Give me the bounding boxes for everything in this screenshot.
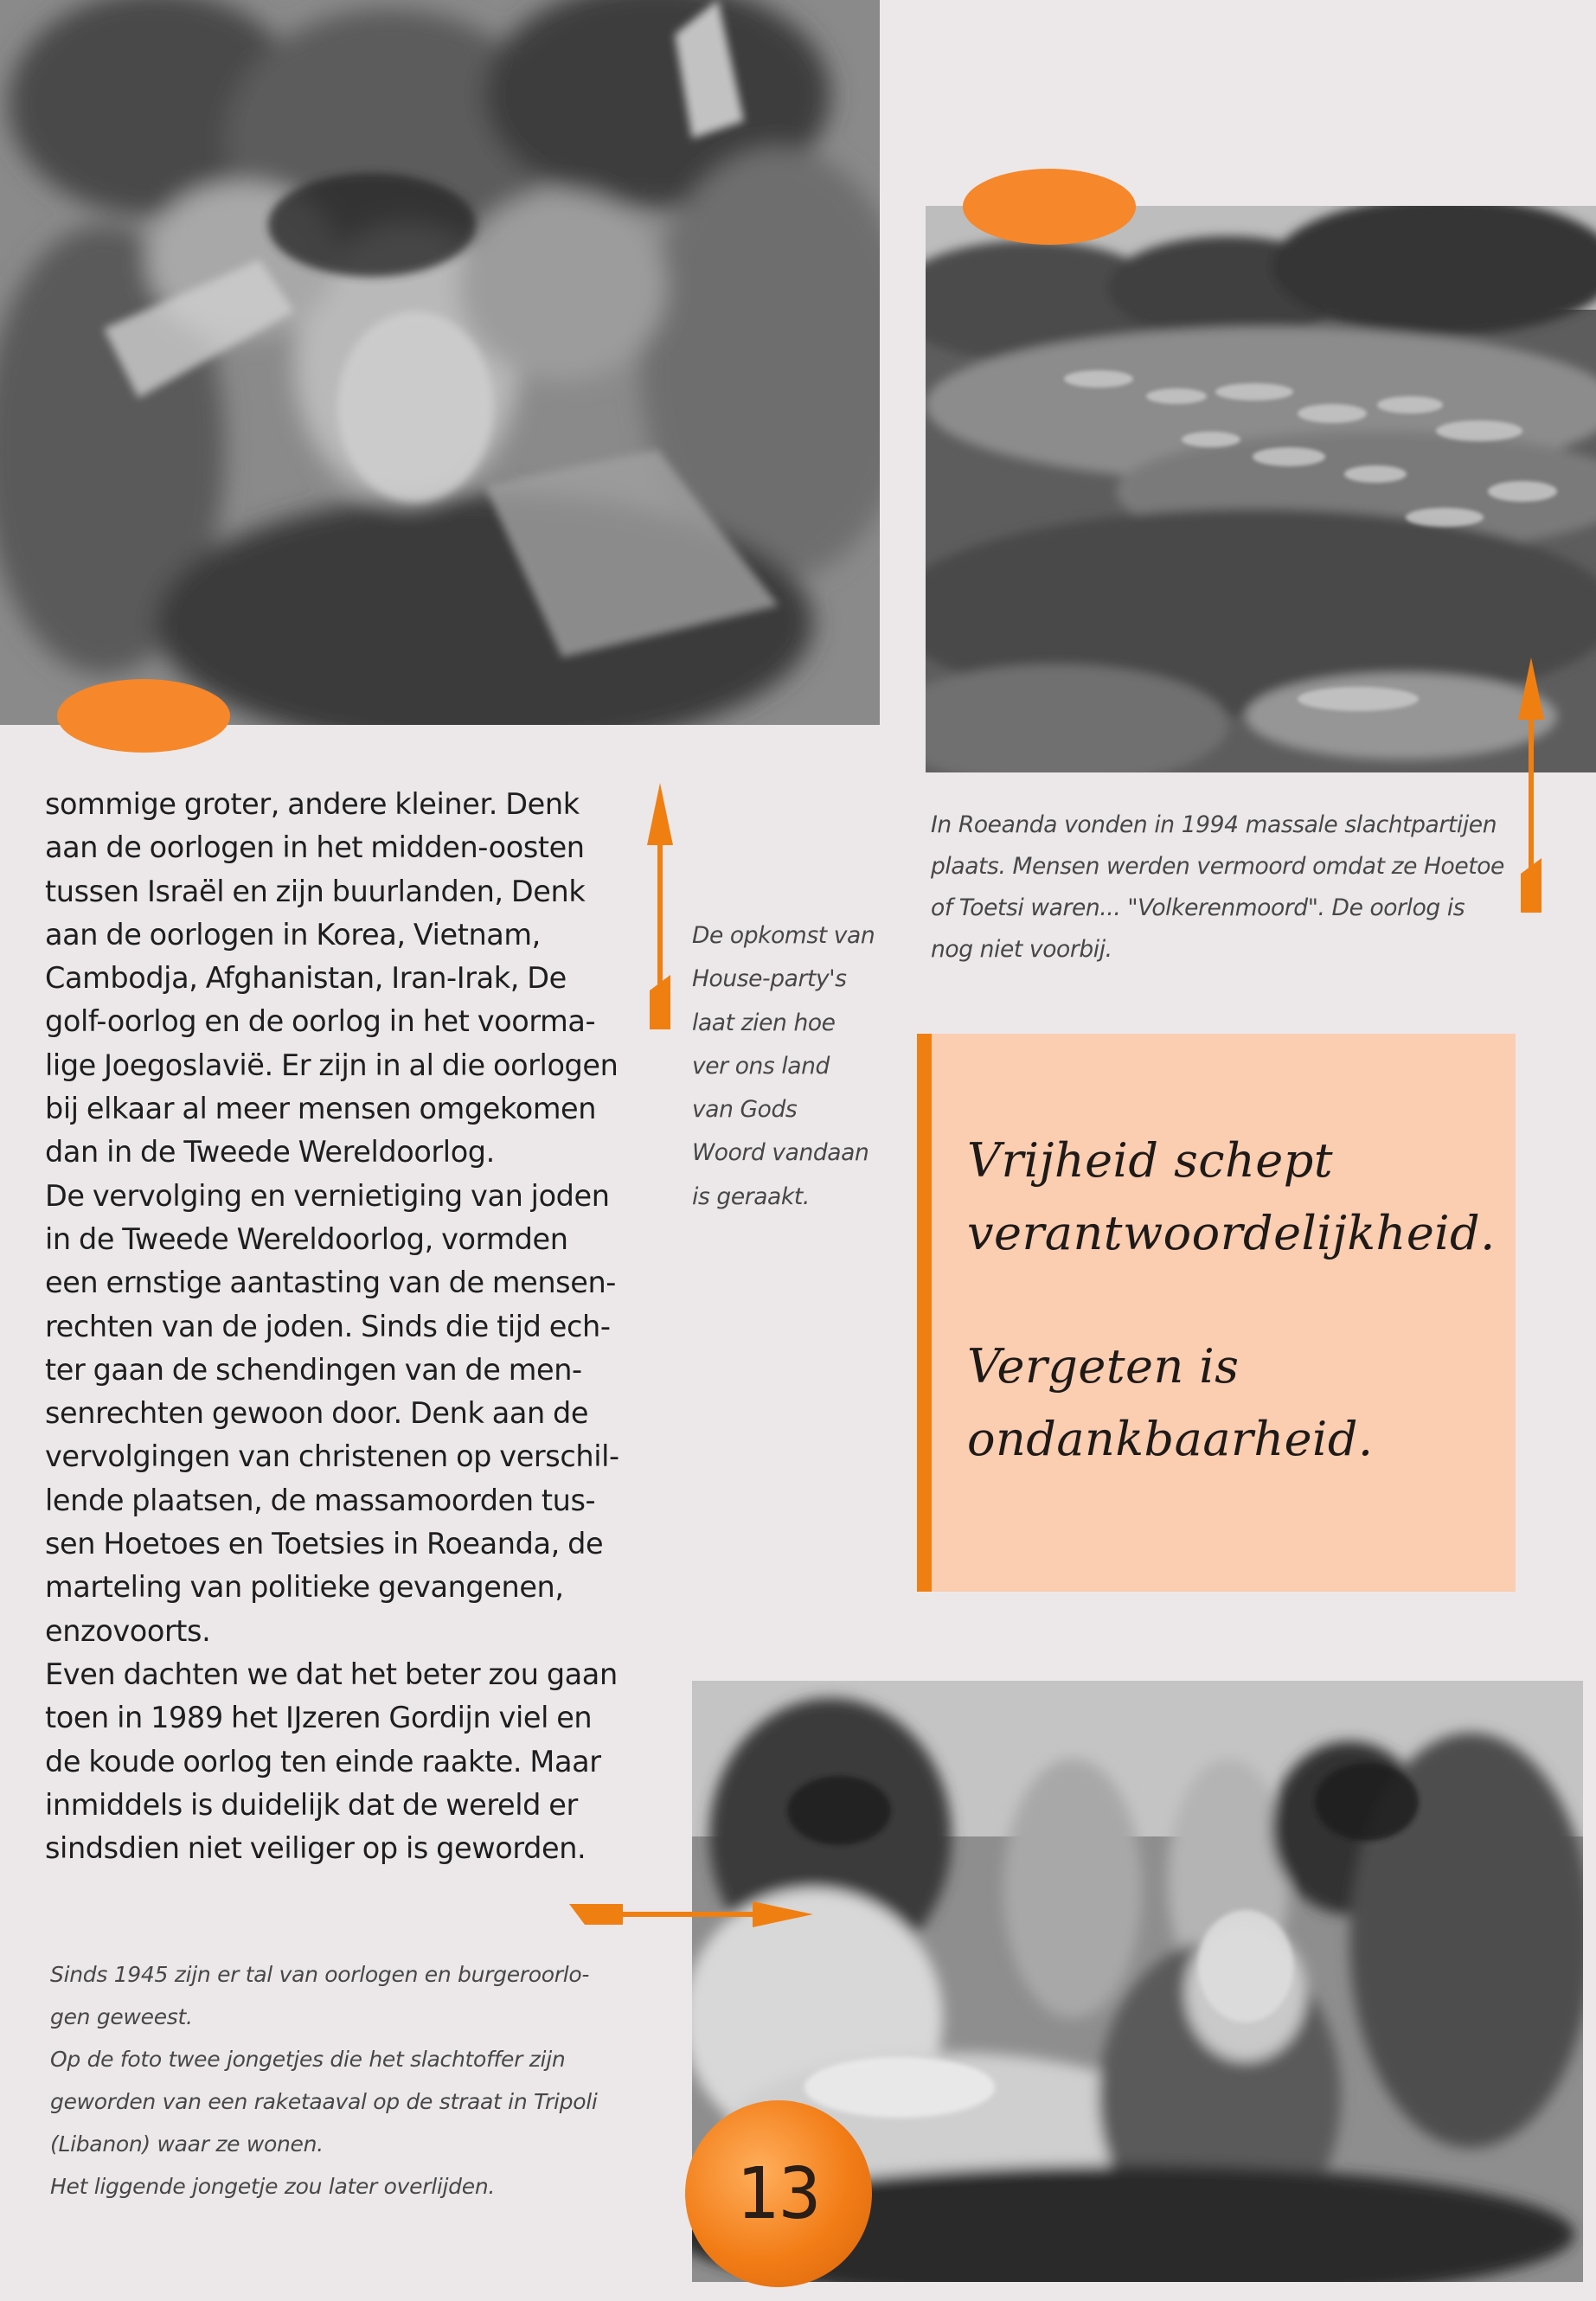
body-text (45, 783, 651, 1870)
page-number: 13 (685, 2100, 872, 2287)
quote-box (917, 1034, 1516, 1592)
body-line: Even dachten we dat het beter zou gaan (45, 1657, 618, 1691)
caption-line: Woord vandaan (692, 1139, 869, 1167)
caption-line: Het liggende jongetje zou later overlijden. (50, 2174, 496, 2199)
body-line: senrechten gewoon door. Denk aan de (45, 1396, 589, 1431)
caption-line: Op de foto twee jongetjes die het slachtoffer zijn (50, 2047, 566, 2072)
house-party-caption (692, 914, 875, 1219)
body-line: sen Hoetoes en Toetsies in Roeanda, de (45, 1527, 604, 1561)
body-line: aan de oorlogen in Korea, Vietnam, (45, 917, 541, 952)
caption-line: of Toetsi waren... "Volkerenmoord". De oorlog is (931, 894, 1465, 921)
caption-line: House-party's (692, 965, 847, 993)
body-line: in de Tweede Wereldoorlog, vormden (45, 1221, 568, 1256)
body-line: toen in 1989 het IJzeren Gordijn viel en (45, 1701, 593, 1735)
caption-line: plaats. Mensen werden vermoord omdat ze Hoetoe (931, 853, 1504, 880)
caption-line: ver ons land (692, 1052, 830, 1080)
tripoli-caption (50, 1953, 598, 2208)
body-line: Cambodja, Afghanistan, Iran-Irak, De (45, 961, 567, 996)
caption-line: De opkomst van (692, 922, 875, 949)
quote-line: verantwoordelijkheid. (967, 1206, 1496, 1260)
quote-line: Vrijheid schept (967, 1133, 1334, 1188)
arrow-up-icon (1516, 657, 1547, 913)
caption-line: Sinds 1945 zijn er tal van oorlogen en burgeroorlo- (50, 1962, 590, 1987)
caption-line: is geraakt. (692, 1183, 810, 1210)
body-line: bij elkaar al meer mensen omgekomen (45, 1092, 597, 1126)
body-line: aan de oorlogen in het midden-oosten (45, 830, 585, 865)
orange-ellipse-marker (57, 679, 230, 753)
body-line: een ernstige aantasting van de mensen- (45, 1266, 616, 1300)
caption-line: (Libanon) waar ze wonen. (50, 2131, 324, 2157)
body-line: de koude oorlog ten einde raakte. Maar (45, 1744, 601, 1779)
caption-line: van Gods (692, 1096, 798, 1124)
caption-line: nog niet voorbij. (931, 936, 1112, 963)
arrow-right-icon (569, 1899, 813, 1930)
body-line: sindsdien niet veiliger op is geworden. (45, 1831, 586, 1866)
quote-line: Vergeten is (967, 1339, 1240, 1394)
rwanda-caption (931, 804, 1504, 971)
body-line: golf-oorlog en de oorlog in het voorma- (45, 1004, 596, 1039)
body-line: lige Joegoslavië. Er zijn in al die oorlogen (45, 1048, 619, 1082)
body-line: marteling van politieke gevangenen, (45, 1570, 564, 1605)
body-line: enzovoorts. (45, 1613, 211, 1648)
body-line: lende plaatsen, de massamoorden tus- (45, 1483, 596, 1517)
body-line: inmiddels is duidelijk dat de wereld er (45, 1787, 578, 1822)
orange-ellipse-marker (963, 169, 1136, 245)
quote-line: ondankbaarheid. (967, 1412, 1374, 1466)
body-line: ter gaan de schendingen van de men- (45, 1352, 582, 1387)
caption-line: gen geweest. (50, 2004, 193, 2029)
party-crowd-photo (0, 0, 880, 725)
caption-line: laat zien hoe (692, 1009, 836, 1036)
caption-line: In Roeanda vonden in 1994 massale slachtpartijen (931, 811, 1497, 838)
body-line: tussen Israël en zijn buurlanden, Denk (45, 874, 586, 908)
rwanda-field-photo (926, 206, 1596, 772)
body-line: vervolgingen van christenen op verschil- (45, 1439, 619, 1474)
quote-paragraph (967, 1125, 1516, 1270)
body-line: dan in de Tweede Wereldoorlog. (45, 1135, 495, 1170)
body-line: sommige groter, andere kleiner. Denk (45, 787, 580, 821)
quote-paragraph (967, 1330, 1516, 1476)
caption-line: geworden van een raketaaval op de straat in Tripoli (50, 2089, 598, 2114)
body-line: rechten van de joden. Sinds die tijd ech- (45, 1309, 611, 1343)
body-line: De vervolging en vernietiging van joden (45, 1178, 610, 1213)
